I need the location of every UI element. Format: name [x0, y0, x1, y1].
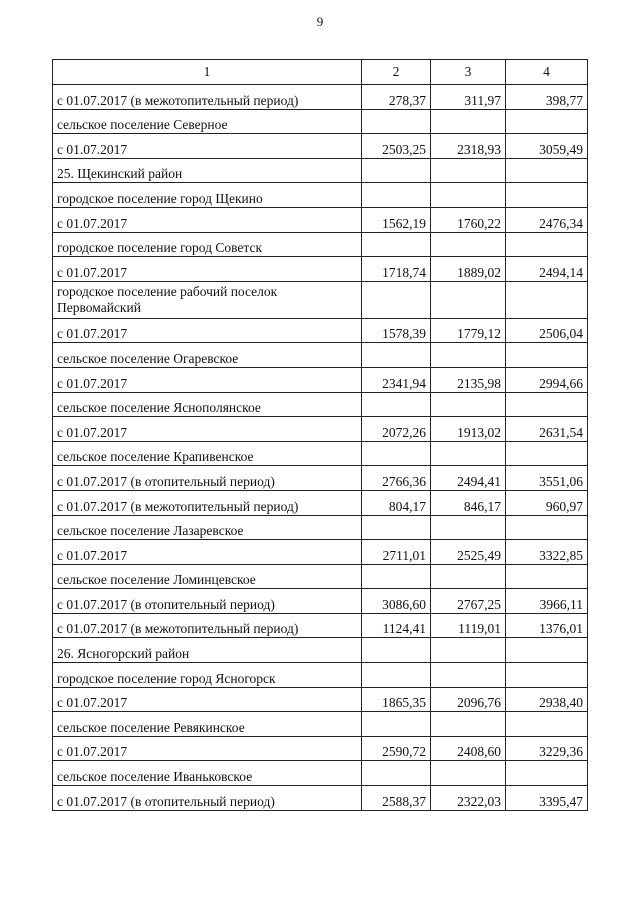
row-label-cell: с 01.07.2017 [53, 207, 362, 232]
table-row [53, 613, 588, 638]
table-row [53, 207, 588, 232]
table-row [53, 257, 588, 282]
row-label-cell: с 01.07.2017 (в отопительный период) [53, 786, 362, 811]
value-cell-col-3: 1760,22 [431, 207, 506, 232]
table-row [53, 158, 588, 183]
value-cell-col-4: 2494,14 [506, 257, 588, 282]
value-cell-col-2: 1562,19 [362, 207, 431, 232]
value-cell-col-2 [362, 441, 431, 466]
value-cell-col-3 [431, 109, 506, 134]
value-cell-col-3: 2767,25 [431, 589, 506, 614]
row-label-cell: с 01.07.2017 [53, 257, 362, 282]
table-row [53, 761, 588, 786]
value-cell-col-4 [506, 343, 588, 368]
value-cell-col-4: 3551,06 [506, 466, 588, 491]
value-cell-col-3 [431, 515, 506, 540]
table-row [53, 736, 588, 761]
value-cell-col-2 [362, 761, 431, 786]
table-row [53, 85, 588, 110]
value-cell-col-4: 398,77 [506, 85, 588, 110]
value-cell-col-3: 2408,60 [431, 736, 506, 761]
value-cell-col-2: 2341,94 [362, 367, 431, 392]
column-header-4: 4 [506, 60, 588, 85]
value-cell-col-4 [506, 441, 588, 466]
value-cell-col-4: 3229,36 [506, 736, 588, 761]
row-label-cell: с 01.07.2017 (в межотопительный период) [53, 85, 362, 110]
value-cell-col-3: 1119,01 [431, 613, 506, 638]
row-label-cell: с 01.07.2017 [53, 687, 362, 712]
table-row [53, 515, 588, 540]
value-cell-col-4: 2938,40 [506, 687, 588, 712]
row-label-cell: с 01.07.2017 (в отопительный период) [53, 466, 362, 491]
value-cell-col-2 [362, 712, 431, 737]
value-cell-col-3: 846,17 [431, 490, 506, 515]
row-label-cell: 26. Ясногорский район [53, 638, 362, 663]
value-cell-col-3: 1779,12 [431, 318, 506, 343]
row-label-cell: с 01.07.2017 (в межотопительный период) [53, 613, 362, 638]
table-row [53, 232, 588, 257]
value-cell-col-2 [362, 183, 431, 208]
value-cell-col-2: 804,17 [362, 490, 431, 515]
value-cell-col-4 [506, 158, 588, 183]
value-cell-col-3 [431, 564, 506, 589]
column-header-2: 2 [362, 60, 431, 85]
page-number: 9 [316, 14, 324, 29]
row-label-cell: с 01.07.2017 [53, 318, 362, 343]
value-cell-col-4: 3395,47 [506, 786, 588, 811]
value-cell-col-4: 2994,66 [506, 367, 588, 392]
table-row [53, 540, 588, 565]
value-cell-col-4: 2631,54 [506, 417, 588, 442]
value-cell-col-3: 2135,98 [431, 367, 506, 392]
row-label-cell: с 01.07.2017 (в межотопительный период) [53, 490, 362, 515]
table-row [53, 638, 588, 663]
table-row [53, 343, 588, 368]
row-label-cell: сельское поселение Северное [53, 109, 362, 134]
value-cell-col-3: 1889,02 [431, 257, 506, 282]
value-cell-col-3 [431, 158, 506, 183]
row-label-cell: с 01.07.2017 [53, 134, 362, 159]
value-cell-col-3: 2322,03 [431, 786, 506, 811]
value-cell-col-2: 2590,72 [362, 736, 431, 761]
value-cell-col-2: 2588,37 [362, 786, 431, 811]
value-cell-col-4 [506, 392, 588, 417]
row-label-cell: сельское поселение Ревякинское [53, 712, 362, 737]
value-cell-col-4 [506, 183, 588, 208]
value-cell-col-4 [506, 638, 588, 663]
value-cell-col-4 [506, 109, 588, 134]
table-row [53, 712, 588, 737]
row-label-cell: с 01.07.2017 [53, 417, 362, 442]
value-cell-col-4: 2506,04 [506, 318, 588, 343]
value-cell-col-4 [506, 232, 588, 257]
row-label-cell: сельское поселение Иваньковское [53, 761, 362, 786]
table-row [53, 417, 588, 442]
value-cell-col-3 [431, 343, 506, 368]
value-cell-col-2: 2711,01 [362, 540, 431, 565]
row-label-cell: сельское поселение Крапивенское [53, 441, 362, 466]
value-cell-col-3 [431, 638, 506, 663]
value-cell-col-4: 3059,49 [506, 134, 588, 159]
value-cell-col-4: 960,97 [506, 490, 588, 515]
value-cell-col-2: 3086,60 [362, 589, 431, 614]
value-cell-col-2 [362, 392, 431, 417]
row-label-cell: сельское поселение Лазаревское [53, 515, 362, 540]
row-label-cell: городское поселение город Советск [53, 232, 362, 257]
value-cell-col-3 [431, 761, 506, 786]
value-cell-col-2: 1865,35 [362, 687, 431, 712]
value-cell-col-2 [362, 515, 431, 540]
row-label-cell: сельское поселение Ломинцевское [53, 564, 362, 589]
row-label-cell: с 01.07.2017 [53, 540, 362, 565]
table-row [53, 134, 588, 159]
row-label-cell: с 01.07.2017 (в отопительный период) [53, 589, 362, 614]
table-row [53, 281, 588, 318]
value-cell-col-4: 3966,11 [506, 589, 588, 614]
table-row [53, 687, 588, 712]
value-cell-col-2: 1578,39 [362, 318, 431, 343]
value-cell-col-3: 1913,02 [431, 417, 506, 442]
value-cell-col-3: 2318,93 [431, 134, 506, 159]
table-row [53, 663, 588, 688]
value-cell-col-4 [506, 515, 588, 540]
table-header-row [53, 60, 588, 85]
tariff-table [52, 59, 588, 811]
value-cell-col-3 [431, 663, 506, 688]
value-cell-col-2 [362, 158, 431, 183]
table-row [53, 490, 588, 515]
value-cell-col-2 [362, 638, 431, 663]
row-label-cell: сельское поселение Огаревское [53, 343, 362, 368]
value-cell-col-2: 1124,41 [362, 613, 431, 638]
value-cell-col-2: 278,37 [362, 85, 431, 110]
value-cell-col-2 [362, 232, 431, 257]
value-cell-col-3: 2494,41 [431, 466, 506, 491]
table-row [53, 392, 588, 417]
value-cell-col-3: 2525,49 [431, 540, 506, 565]
value-cell-col-2: 2072,26 [362, 417, 431, 442]
value-cell-col-2 [362, 281, 431, 318]
value-cell-col-4: 1376,01 [506, 613, 588, 638]
row-label-cell: с 01.07.2017 [53, 736, 362, 761]
table-row [53, 441, 588, 466]
row-label-cell: сельское поселение Яснополянское [53, 392, 362, 417]
value-cell-col-4 [506, 281, 588, 318]
row-label-cell: 25. Щекинский район [53, 158, 362, 183]
value-cell-col-3 [431, 183, 506, 208]
column-header-1: 1 [53, 60, 362, 85]
value-cell-col-3 [431, 232, 506, 257]
value-cell-col-4: 2476,34 [506, 207, 588, 232]
value-cell-col-3: 2096,76 [431, 687, 506, 712]
row-label-cell: городское поселение рабочий поселок Первомайский [53, 281, 362, 318]
table-row [53, 589, 588, 614]
value-cell-col-2 [362, 109, 431, 134]
value-cell-col-2 [362, 343, 431, 368]
value-cell-col-2: 2503,25 [362, 134, 431, 159]
table-row [53, 786, 588, 811]
value-cell-col-4: 3322,85 [506, 540, 588, 565]
value-cell-col-2 [362, 663, 431, 688]
table-row [53, 318, 588, 343]
value-cell-col-2 [362, 564, 431, 589]
table-row [53, 183, 588, 208]
value-cell-col-3 [431, 392, 506, 417]
value-cell-col-2: 1718,74 [362, 257, 431, 282]
table-row [53, 564, 588, 589]
table-row [53, 466, 588, 491]
column-header-3: 3 [431, 60, 506, 85]
value-cell-col-3 [431, 441, 506, 466]
value-cell-col-3: 311,97 [431, 85, 506, 110]
value-cell-col-3 [431, 281, 506, 318]
value-cell-col-4 [506, 564, 588, 589]
table-row [53, 109, 588, 134]
value-cell-col-4 [506, 663, 588, 688]
table-row [53, 367, 588, 392]
row-label-cell: городское поселение город Щекино [53, 183, 362, 208]
row-label-cell: городское поселение город Ясногорск [53, 663, 362, 688]
row-label-cell: с 01.07.2017 [53, 367, 362, 392]
value-cell-col-2: 2766,36 [362, 466, 431, 491]
value-cell-col-4 [506, 712, 588, 737]
value-cell-col-3 [431, 712, 506, 737]
value-cell-col-4 [506, 761, 588, 786]
